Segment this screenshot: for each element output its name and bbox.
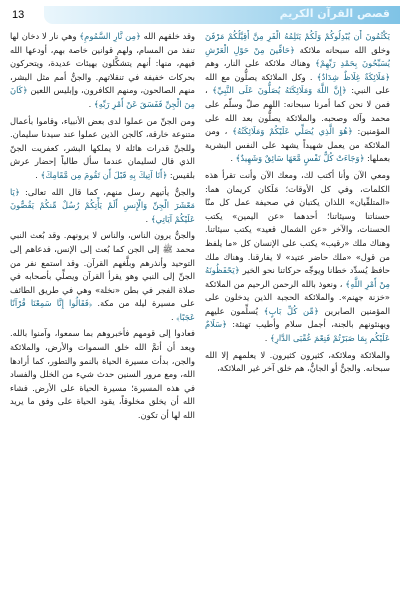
quran-verse: ﴿يَحْفَظُونَهُ مِنْ أَمْرِ اللَّهِ﴾	[205, 265, 390, 289]
paragraph	[10, 115, 195, 183]
quran-verse: ﴿حَافِّينَ مِنْ حَوْلِ الْعَرْشِ يُسَبِّحُونَ بِحَمْدِ رَبِّهِمْ﴾	[205, 44, 390, 69]
body-text: ، ومن الملائكة من يعمل شهيداً يشهد على النفس البشرية بعملها:	[205, 126, 390, 164]
body-text: ، فمن لا نحن كما أمرنا سبحانه: اللهم صلّ وسلّم على محمد وآله وصحبه.	[205, 85, 390, 123]
book-title: قصص القرآن الكريم	[279, 7, 390, 20]
quran-verse: ﴿مَلَائِكَةٌ غِلَاظٌ شِدَادٌ﴾	[312, 71, 390, 82]
body-text: .	[88, 98, 92, 109]
body-text: والملائكة الحجبة الذين يدخلون على المؤمنين الصابرين	[205, 292, 390, 316]
body-text: فعادوا إلى قومهم فأخبروهم بما سمعوا، وآمنوا بالله. ويعد أن أتمَّ الله خلق السموات والأرض، والملائكة والجن، بدأت مسيرة الحياة بالنمو والتطور، كما أرادها الله، ومع مرور السنين حدث شيء من الخلل والفساد في هذه المسيرة؛ مسيرة الحياة على الأرض. فشاء الله أن يخلق مخلوقاً، يقود الحياة على وفق ما يريد الله لها أن تكون.	[10, 328, 195, 421]
body-text: والجنُّ أو الجانُّ، هم خلق آخر غير الملائكة،	[217, 363, 361, 374]
paragraph	[10, 186, 195, 227]
body-text: وهي نار لا دخان لها تنفذ من المسام، ولهم قوانين خاصة بهم، أودعها الله فيهم، منها: أنهم يتشكَّلون بهيئات عديدة، ويتحركون بحركات خفيفة في تنقلاتهم.	[10, 31, 195, 82]
body-text: وقد خلقهم الله	[140, 31, 195, 41]
body-text: وهناك ملك «رقيب» يكتب على الإنسان كل «ما يلفظ من قول» «ملك حاضر عتيد» لا يفارقنا. وهناك ملك حافظ يُسدِّد خطانا ويوجِّه حركاتنا نحو الخير	[205, 237, 390, 276]
body-text: ومعي الآن وأنا أكتب لك، ومعك الآن وأنت تقرأ هذه الكلمات، وفي كل الأوقات؛ مَلَكان كريمان هما: «المتلقِّيان» اللذان يكتبان في صحيفة عمل كل منّا حسناتنا وسيئاتنا؛ أحدهما «عن اليمين» يكتب الحسنات، والآخر «عن الشمال قعيد» يكتب سيئاتنا.	[205, 169, 390, 235]
quran-verse: ﴿كَانَ مِنَ الْجِنِّ فَفَسَقَ عَنْ أَمْرِ رَبِّهِ﴾	[10, 85, 195, 109]
quran-verse: ﴿سَلَامٌ عَلَيْكُم بِمَا صَبَرْتُمْ فَنِعْمَ عُقْبَى الدَّارِ﴾	[205, 319, 390, 344]
quran-verse: ﴿مِن نَّارِ السَّمُومِ﴾	[76, 31, 141, 41]
body-text: .	[170, 311, 174, 322]
body-text: وهناك ملائكة على النار، وهم	[205, 58, 311, 69]
quran-verse: ﴿وَجَاءَتْ كُلُّ نَفْسٍ مَّعَهَا سَائِقٌ وَشَهِيدٌ﴾	[232, 153, 365, 164]
quran-verse: ﴿فَقَالُوا إِنَّا سَمِعْنَا قُرْآنًا عَجَبًا﴾	[10, 298, 195, 322]
body-text: يُسلِّمون عليهم ويهنئونهم بالجنة، أجمل سلام وأطيب تهنئة:	[205, 305, 390, 330]
text-columns	[10, 30, 390, 584]
body-text: ومن الجنِّ من عملوا لدى بعض الأنبياء، وقاموا بأعمال متنوعة خارقة، كالجن الذين عملوا عند سيدنا سليمان. وللجنِّ قدرات هائلة لا يملكها البشر، كعفريت الجنّ الذي قال لسليمان عندما سأل طالباً إحضار عرش بلقيس:	[10, 115, 195, 180]
body-text: ، ونعوذ بالله الرحمن الرحيم من الملائكة «خزنة جهنم».	[205, 278, 390, 303]
body-text: .	[264, 333, 268, 344]
page-header	[0, 6, 400, 24]
page-number: 13	[12, 9, 25, 21]
paragraph	[10, 30, 195, 112]
body-text: . وكل الملائكة يصلُّون مع الله على النبي:	[205, 71, 390, 96]
body-text: .	[145, 213, 149, 224]
left-column	[10, 30, 195, 584]
header-banner	[44, 6, 400, 24]
paragraph	[205, 30, 390, 166]
quran-verse: ﴿مِّن كُلِّ بَابٍ﴾	[257, 305, 319, 316]
paragraph	[10, 229, 195, 324]
quran-verse: يَكْتُمُونَ أَن يُبْدِلُوكُمْ وَلَكُمْ يَتَلِمُهُ الْفَرِ مِنَّ أَقِيَّلُكُمْ مَرْفَنَ	[205, 31, 390, 41]
body-text: والجنُّ يأتيهم رسل منهم، كما قال الله تعالى:	[19, 186, 195, 197]
body-text: والجنُّ يرون الناس، والناس لا يرونهم.	[60, 230, 195, 241]
paragraph	[205, 349, 390, 376]
body-text: وخلق الله سبحانه ملائكة	[294, 44, 390, 55]
body-text: والجنُّ أمم مثل البشر، منهم الصالحون، ومنهم الكافرون، وإبليس اللعين	[10, 71, 195, 96]
body-text: .	[35, 169, 38, 180]
body-text: والملائكة وملائكة، كثيرون كثيرون. لا يعلمهم إلا الله سبحانه.	[205, 349, 390, 374]
quran-verse: ﴿أَنَا آتِيكَ بِهِ قَبْلَ أَن تَقُومَ مِن مَّقَامِكَ﴾	[37, 169, 168, 180]
quran-verse: ﴿يَا مَعْشَرَ الْجِنِّ وَالْإِنسِ أَلَمْ يَأْتِكُمْ رُسُلٌ مِّنكُمْ يَقُصُّونَ عَلَيْكُمْ آيَاتِي﴾	[10, 186, 195, 224]
body-text: وقد استمع نفر من الجنِّ إلى النبي وهو يقرأ القرآن ويصلِّي بأصحابه في صلاة الفجر في بطن «نخلة» وهي في طريق الطائف على مسيرة ليلة من مكة.	[10, 257, 195, 309]
body-text: .	[230, 153, 233, 164]
body-text: وقد بُعث النبي محمد ﷺ إلى الجن كما بُعث إلى الإنس، فدعاهم إلى التوحيد وأنذرهم وبلَّغهم القرآن.	[10, 230, 195, 268]
body-text: والملائكة يصلُّون بعد الله على المؤمنين:	[205, 112, 390, 137]
paragraph	[10, 327, 195, 422]
right-column	[205, 30, 390, 584]
quran-verse: ﴿هُوَ الَّذِي يُصَلِّي عَلَيْكُمْ وَمَلَائِكَتُهُ﴾	[227, 126, 353, 137]
quran-verse: ﴿إِنَّ اللَّهَ وَمَلَائِكَتَهُ يُصَلُّونَ عَلَى النَّبِيِّ﴾	[207, 85, 347, 96]
paragraph	[205, 169, 390, 346]
